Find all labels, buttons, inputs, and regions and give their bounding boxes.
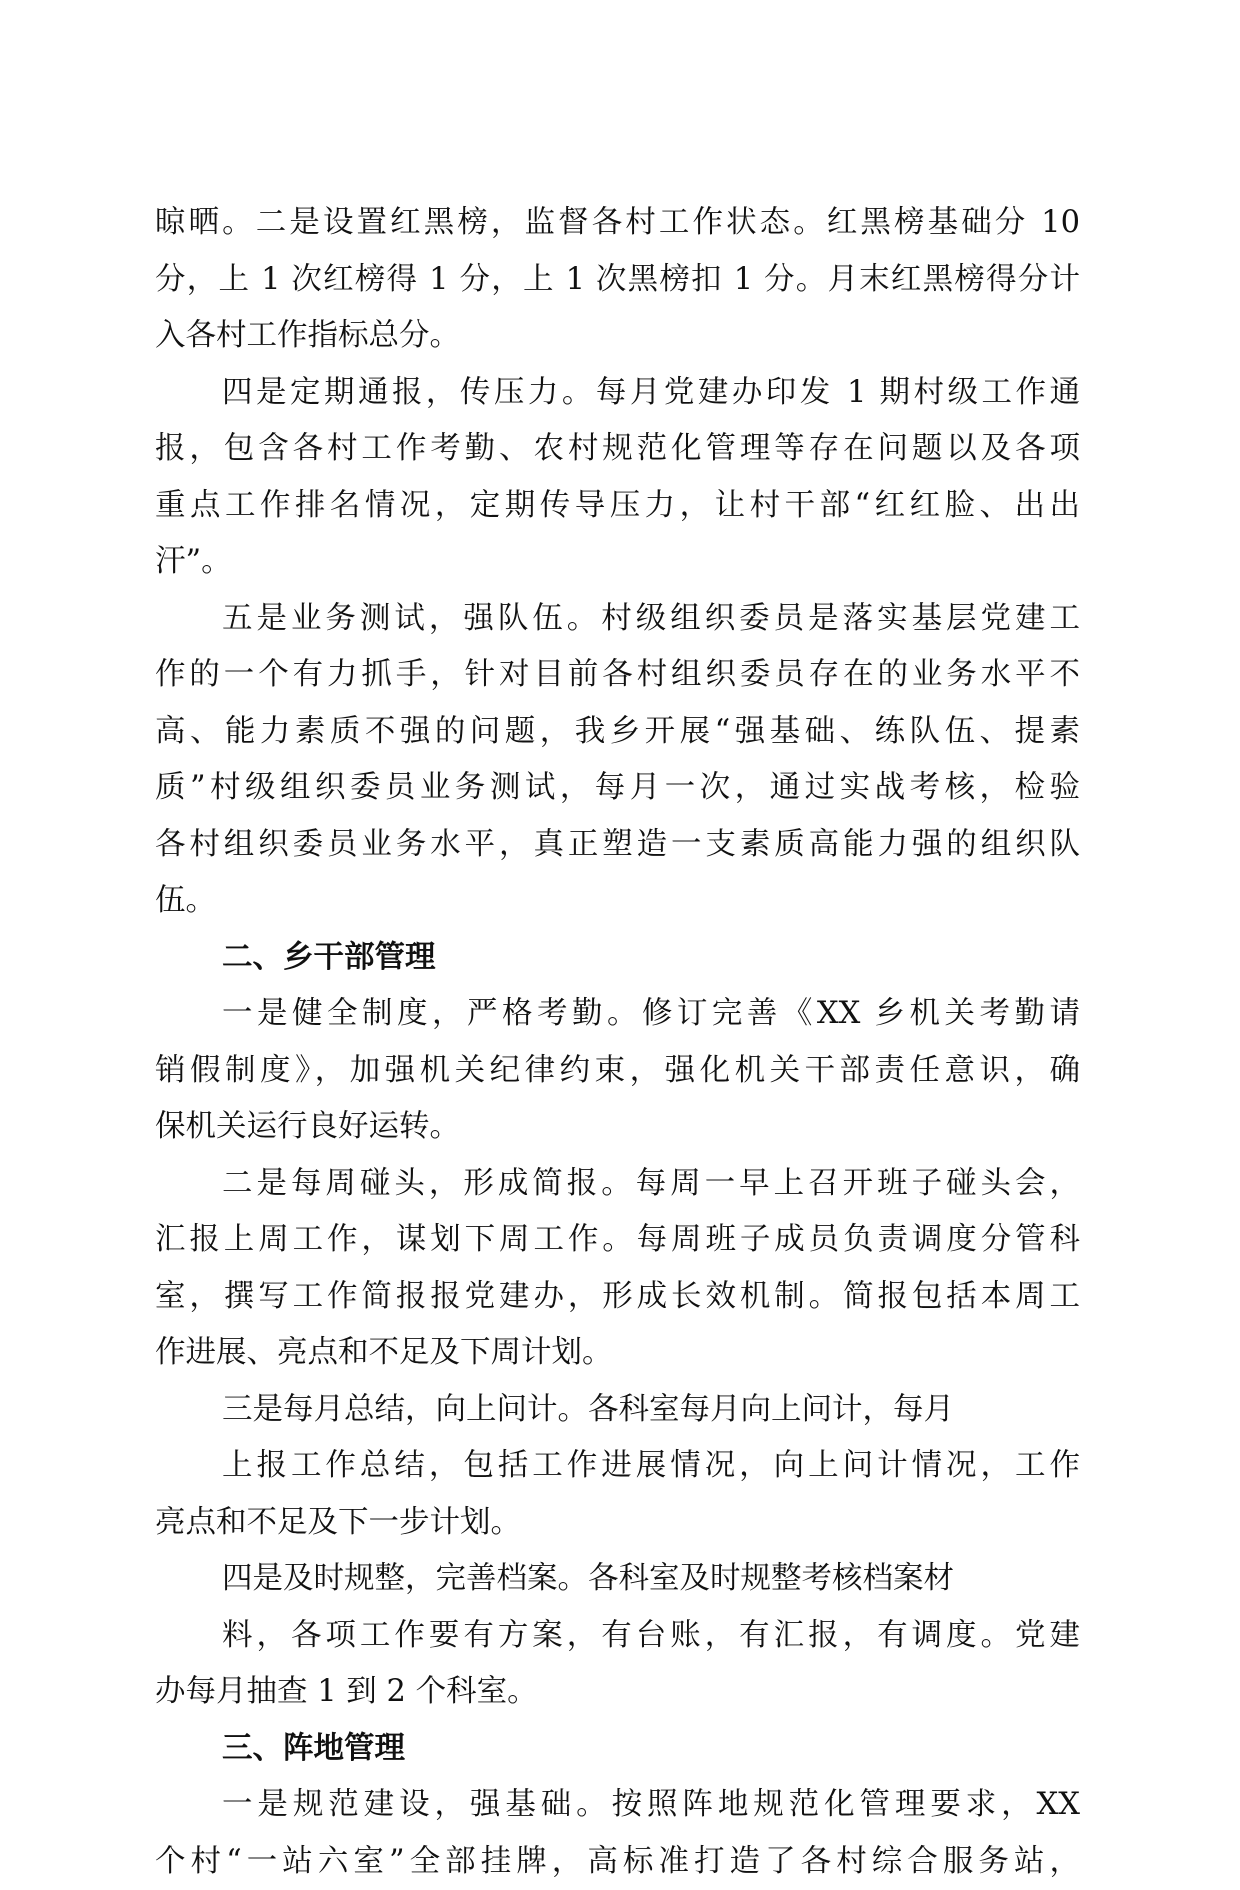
paragraph-line: 办每月抽查 1 到 2 个科室。: [155, 1664, 1080, 1721]
paragraph-line: 汇报上周工作，谋划下周工作。每周班子成员负责调度分管科: [155, 1212, 1080, 1269]
paragraph-line: 四是定期通报，传压力。每月党建办印发 1 期村级工作通: [155, 365, 1080, 422]
paragraph-line: 上报工作总结，包括工作进展情况，向上问计情况，工作: [155, 1438, 1080, 1495]
paragraph-line: 保机关运行良好运转。: [155, 1099, 1080, 1156]
paragraph-line: 销假制度》，加强机关纪律约束，强化机关干部责任意识，确: [155, 1043, 1080, 1100]
section-heading: 二、乡干部管理: [155, 930, 1080, 987]
paragraph-line: 各村组织委员业务水平，真正塑造一支素质高能力强的组织队: [155, 817, 1080, 874]
paragraph-line: 重点工作排名情况，定期传导压力，让村干部“红红脸、出出: [155, 478, 1080, 535]
paragraph-line: 个村“一站六室”全部挂牌，高标准打造了各村综合服务站，: [155, 1834, 1080, 1890]
paragraph-line: 三是每月总结，向上问计。各科室每月向上问计，每月: [155, 1382, 1080, 1439]
paragraph-line: 汗”。: [155, 534, 1080, 591]
paragraph-line: 晾晒。二是设置红黑榜，监督各村工作状态。红黑榜基础分 10: [155, 195, 1080, 252]
paragraph-line: 室，撰写工作简报报党建办，形成长效机制。简报包括本周工: [155, 1269, 1080, 1326]
paragraph-line: 质”村级组织委员业务测试，每月一次，通过实战考核，检验: [155, 760, 1080, 817]
paragraph-line: 二是每周碰头，形成简报。每周一早上召开班子碰头会，: [155, 1156, 1080, 1213]
paragraph-line: 亮点和不足及下一步计划。: [155, 1495, 1080, 1552]
paragraph-line: 报，包含各村工作考勤、农村规范化管理等存在问题以及各项: [155, 421, 1080, 478]
paragraph-line: 四是及时规整，完善档案。各科室及时规整考核档案材: [155, 1551, 1080, 1608]
paragraph-line: 高、能力素质不强的问题，我乡开展“强基础、练队伍、提素: [155, 704, 1080, 761]
paragraph-line: 一是健全制度，严格考勤。修订完善《XX 乡机关考勤请: [155, 986, 1080, 1043]
paragraph-line: 入各村工作指标总分。: [155, 308, 1080, 365]
paragraph-line: 作进展、亮点和不足及下周计划。: [155, 1325, 1080, 1382]
paragraph-line: 伍。: [155, 873, 1080, 930]
paragraph-line: 作的一个有力抓手，针对目前各村组织委员存在的业务水平不: [155, 647, 1080, 704]
paragraph-line: 一是规范建设，强基础。按照阵地规范化管理要求，XX: [155, 1777, 1080, 1834]
section-heading: 三、阵地管理: [155, 1721, 1080, 1778]
paragraph-line: 五是业务测试，强队伍。村级组织委员是落实基层党建工: [155, 591, 1080, 648]
paragraph-line: 料，各项工作要有方案，有台账，有汇报，有调度。党建: [155, 1608, 1080, 1665]
paragraph-line: 分，上 1 次红榜得 1 分，上 1 次黑榜扣 1 分。月末红黑榜得分计: [155, 252, 1080, 309]
document-body: [155, 195, 1080, 1890]
